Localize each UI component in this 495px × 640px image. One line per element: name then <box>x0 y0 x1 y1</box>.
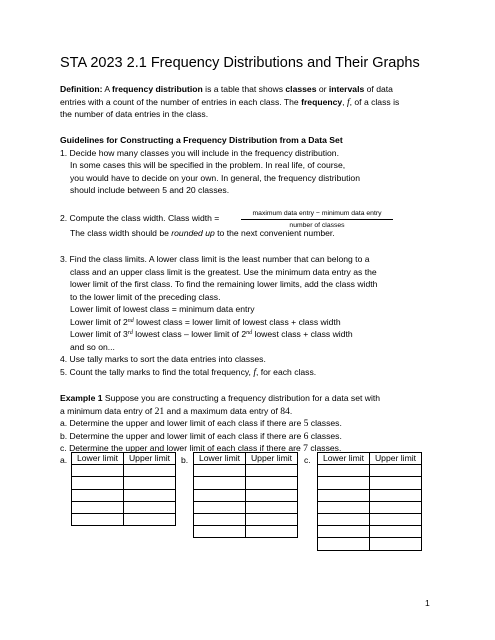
table-row <box>194 489 298 501</box>
step-3-detail-c: to the lower limit of the preceding class. <box>70 291 221 302</box>
header-lower-limit: Lower limit <box>318 453 370 465</box>
table-row <box>318 526 422 538</box>
lower-limit-cell[interactable] <box>72 477 124 489</box>
example-part-a: a. Determine the upper and lower limit of each class if there are 5 classes. <box>60 418 342 429</box>
step-1: 1. Decide how many classes you will include in the frequency distribution. <box>60 147 339 158</box>
table-row <box>318 501 422 513</box>
limits-table-a <box>71 452 176 526</box>
step-3: 3. Find the class limits. A lower class limit is the least number that can belong to a <box>60 254 370 264</box>
limits-table-c <box>317 452 422 551</box>
step-3-rule-1: Lower limit of lowest class = minimum data entry <box>70 304 255 314</box>
upper-limit-cell[interactable] <box>370 513 422 525</box>
limits-table-b <box>193 452 298 538</box>
upper-limit-cell[interactable] <box>370 489 422 501</box>
step-2-detail: The class width should be rounded up to the next convenient number. <box>70 228 335 238</box>
step-1-detail-a: In some cases this will be specified in the problem. In real life, of course, <box>70 160 346 170</box>
table-header-row <box>194 453 298 465</box>
upper-limit-cell[interactable] <box>246 489 298 501</box>
example-line-1: Example 1 Suppose you are constructing a frequency distribution for a data set with <box>60 393 381 403</box>
upper-limit-cell[interactable] <box>370 526 422 538</box>
table-row <box>318 513 422 525</box>
upper-limit-cell[interactable] <box>246 526 298 538</box>
table-row <box>318 465 422 477</box>
upper-limit-cell[interactable] <box>246 465 298 477</box>
page-number: 1 <box>425 598 430 608</box>
table-c-label: c. <box>304 455 311 465</box>
definition-label: Definition: <box>60 84 103 94</box>
definition-line-3: the number of data entries in the class. <box>60 109 209 119</box>
lower-limit-cell[interactable] <box>72 513 124 525</box>
table-row <box>194 477 298 489</box>
table-header-row <box>318 453 422 465</box>
lower-limit-cell[interactable] <box>318 513 370 525</box>
lower-limit-cell[interactable] <box>194 501 246 513</box>
step-3-rule-3: Lower limit of 3rd lowest class – lower limit of 2nd lowest class + class width <box>70 329 353 339</box>
upper-limit-cell[interactable] <box>124 501 176 513</box>
lower-limit-cell[interactable] <box>194 526 246 538</box>
step-3-detail-a: class and an upper class limit is the greatest. Use the minimum data entry as the <box>70 266 377 277</box>
lower-limit-cell[interactable] <box>318 477 370 489</box>
lower-limit-cell[interactable] <box>194 465 246 477</box>
lower-limit-cell[interactable] <box>194 477 246 489</box>
table-row <box>318 489 422 501</box>
header-lower-limit: Lower limit <box>194 453 246 465</box>
definition-line-1: Definition: A frequency distribution is a table that shows classes or intervals of data <box>60 84 393 94</box>
guidelines-heading: Guidelines for Constructing a Frequency Distribution from a Data Set <box>60 135 343 145</box>
upper-limit-cell[interactable] <box>124 477 176 489</box>
step-3-rule-2: Lower limit of 2nd lowest class = lower limit of lowest class + class width <box>70 316 341 327</box>
step-1-detail-c: should include between 5 and 20 classes. <box>70 185 230 195</box>
example-label: Example 1 <box>60 393 103 403</box>
table-b-label: b. <box>181 455 189 465</box>
lower-limit-cell[interactable] <box>194 513 246 525</box>
upper-limit-cell[interactable] <box>370 501 422 513</box>
table-row <box>72 501 176 513</box>
upper-limit-cell[interactable] <box>246 501 298 513</box>
upper-limit-cell[interactable] <box>124 465 176 477</box>
step-2: 2. Compute the class width. Class width = <box>60 213 220 223</box>
lower-limit-cell[interactable] <box>72 501 124 513</box>
example-line-2: a minimum data entry of 21 and a maximum data entry of 84. <box>60 405 293 417</box>
table-row <box>72 477 176 489</box>
formula-denominator: number of classes <box>289 222 345 229</box>
term-frequency: frequency <box>301 96 343 107</box>
step-3-detail-b: lower limit of the first class. To find the remaining lower limits, add the class width <box>70 279 378 289</box>
example-part-c: c. Determine the upper and lower limit of each class if there are 7 classes. <box>60 443 342 454</box>
lower-limit-cell[interactable] <box>318 501 370 513</box>
upper-limit-cell[interactable] <box>370 465 422 477</box>
upper-limit-cell[interactable] <box>124 489 176 501</box>
definition-line-2: entries with a count of the number of entries in each class. The frequency, f, of a class is <box>60 96 400 108</box>
formula-numerator: maximum data entry − minimum data entry <box>241 209 393 220</box>
table-a-label: a. <box>60 455 68 465</box>
lower-limit-cell[interactable] <box>72 465 124 477</box>
upper-limit-cell[interactable] <box>246 513 298 525</box>
step-5: 5. Count the tally marks to find the total frequency, f, for each class. <box>60 366 317 378</box>
term-classes: classes <box>285 84 317 94</box>
table-row <box>194 513 298 525</box>
lower-limit-cell[interactable] <box>318 526 370 538</box>
header-lower-limit: Lower limit <box>72 453 124 465</box>
lower-limit-cell[interactable] <box>72 489 124 501</box>
lower-limit-cell[interactable] <box>194 489 246 501</box>
example-part-b: b. Determine the upper and lower limit of each class if there are 6 classes. <box>60 430 342 442</box>
table-header-row <box>72 453 176 465</box>
step-1-detail-b: you would have to decide on your own. In general, the frequency distribution <box>70 172 360 183</box>
header-upper-limit: Upper limit <box>246 453 298 465</box>
header-upper-limit: Upper limit <box>124 453 176 465</box>
lower-limit-cell[interactable] <box>318 465 370 477</box>
upper-limit-cell[interactable] <box>124 513 176 525</box>
page-title: STA 2023 2.1 Frequency Distributions and Their Graphs <box>60 55 420 71</box>
term-intervals: intervals <box>328 84 365 94</box>
lower-limit-cell[interactable] <box>318 538 370 550</box>
upper-limit-cell[interactable] <box>370 477 422 489</box>
table-row <box>72 489 176 501</box>
upper-limit-cell[interactable] <box>370 538 422 550</box>
table-row <box>194 501 298 513</box>
table-row <box>318 477 422 489</box>
table-row <box>72 465 176 477</box>
lower-limit-cell[interactable] <box>318 489 370 501</box>
term-frequency-distribution: frequency distribution <box>112 84 203 94</box>
table-row <box>194 526 298 538</box>
table-row <box>72 513 176 525</box>
step-3-rule-etc: and so on... <box>70 341 115 352</box>
header-upper-limit: Upper limit <box>370 453 422 465</box>
table-row <box>194 465 298 477</box>
step-4: 4. Use tally marks to sort the data entries into classes. <box>60 354 266 364</box>
upper-limit-cell[interactable] <box>246 477 298 489</box>
table-row <box>318 538 422 550</box>
